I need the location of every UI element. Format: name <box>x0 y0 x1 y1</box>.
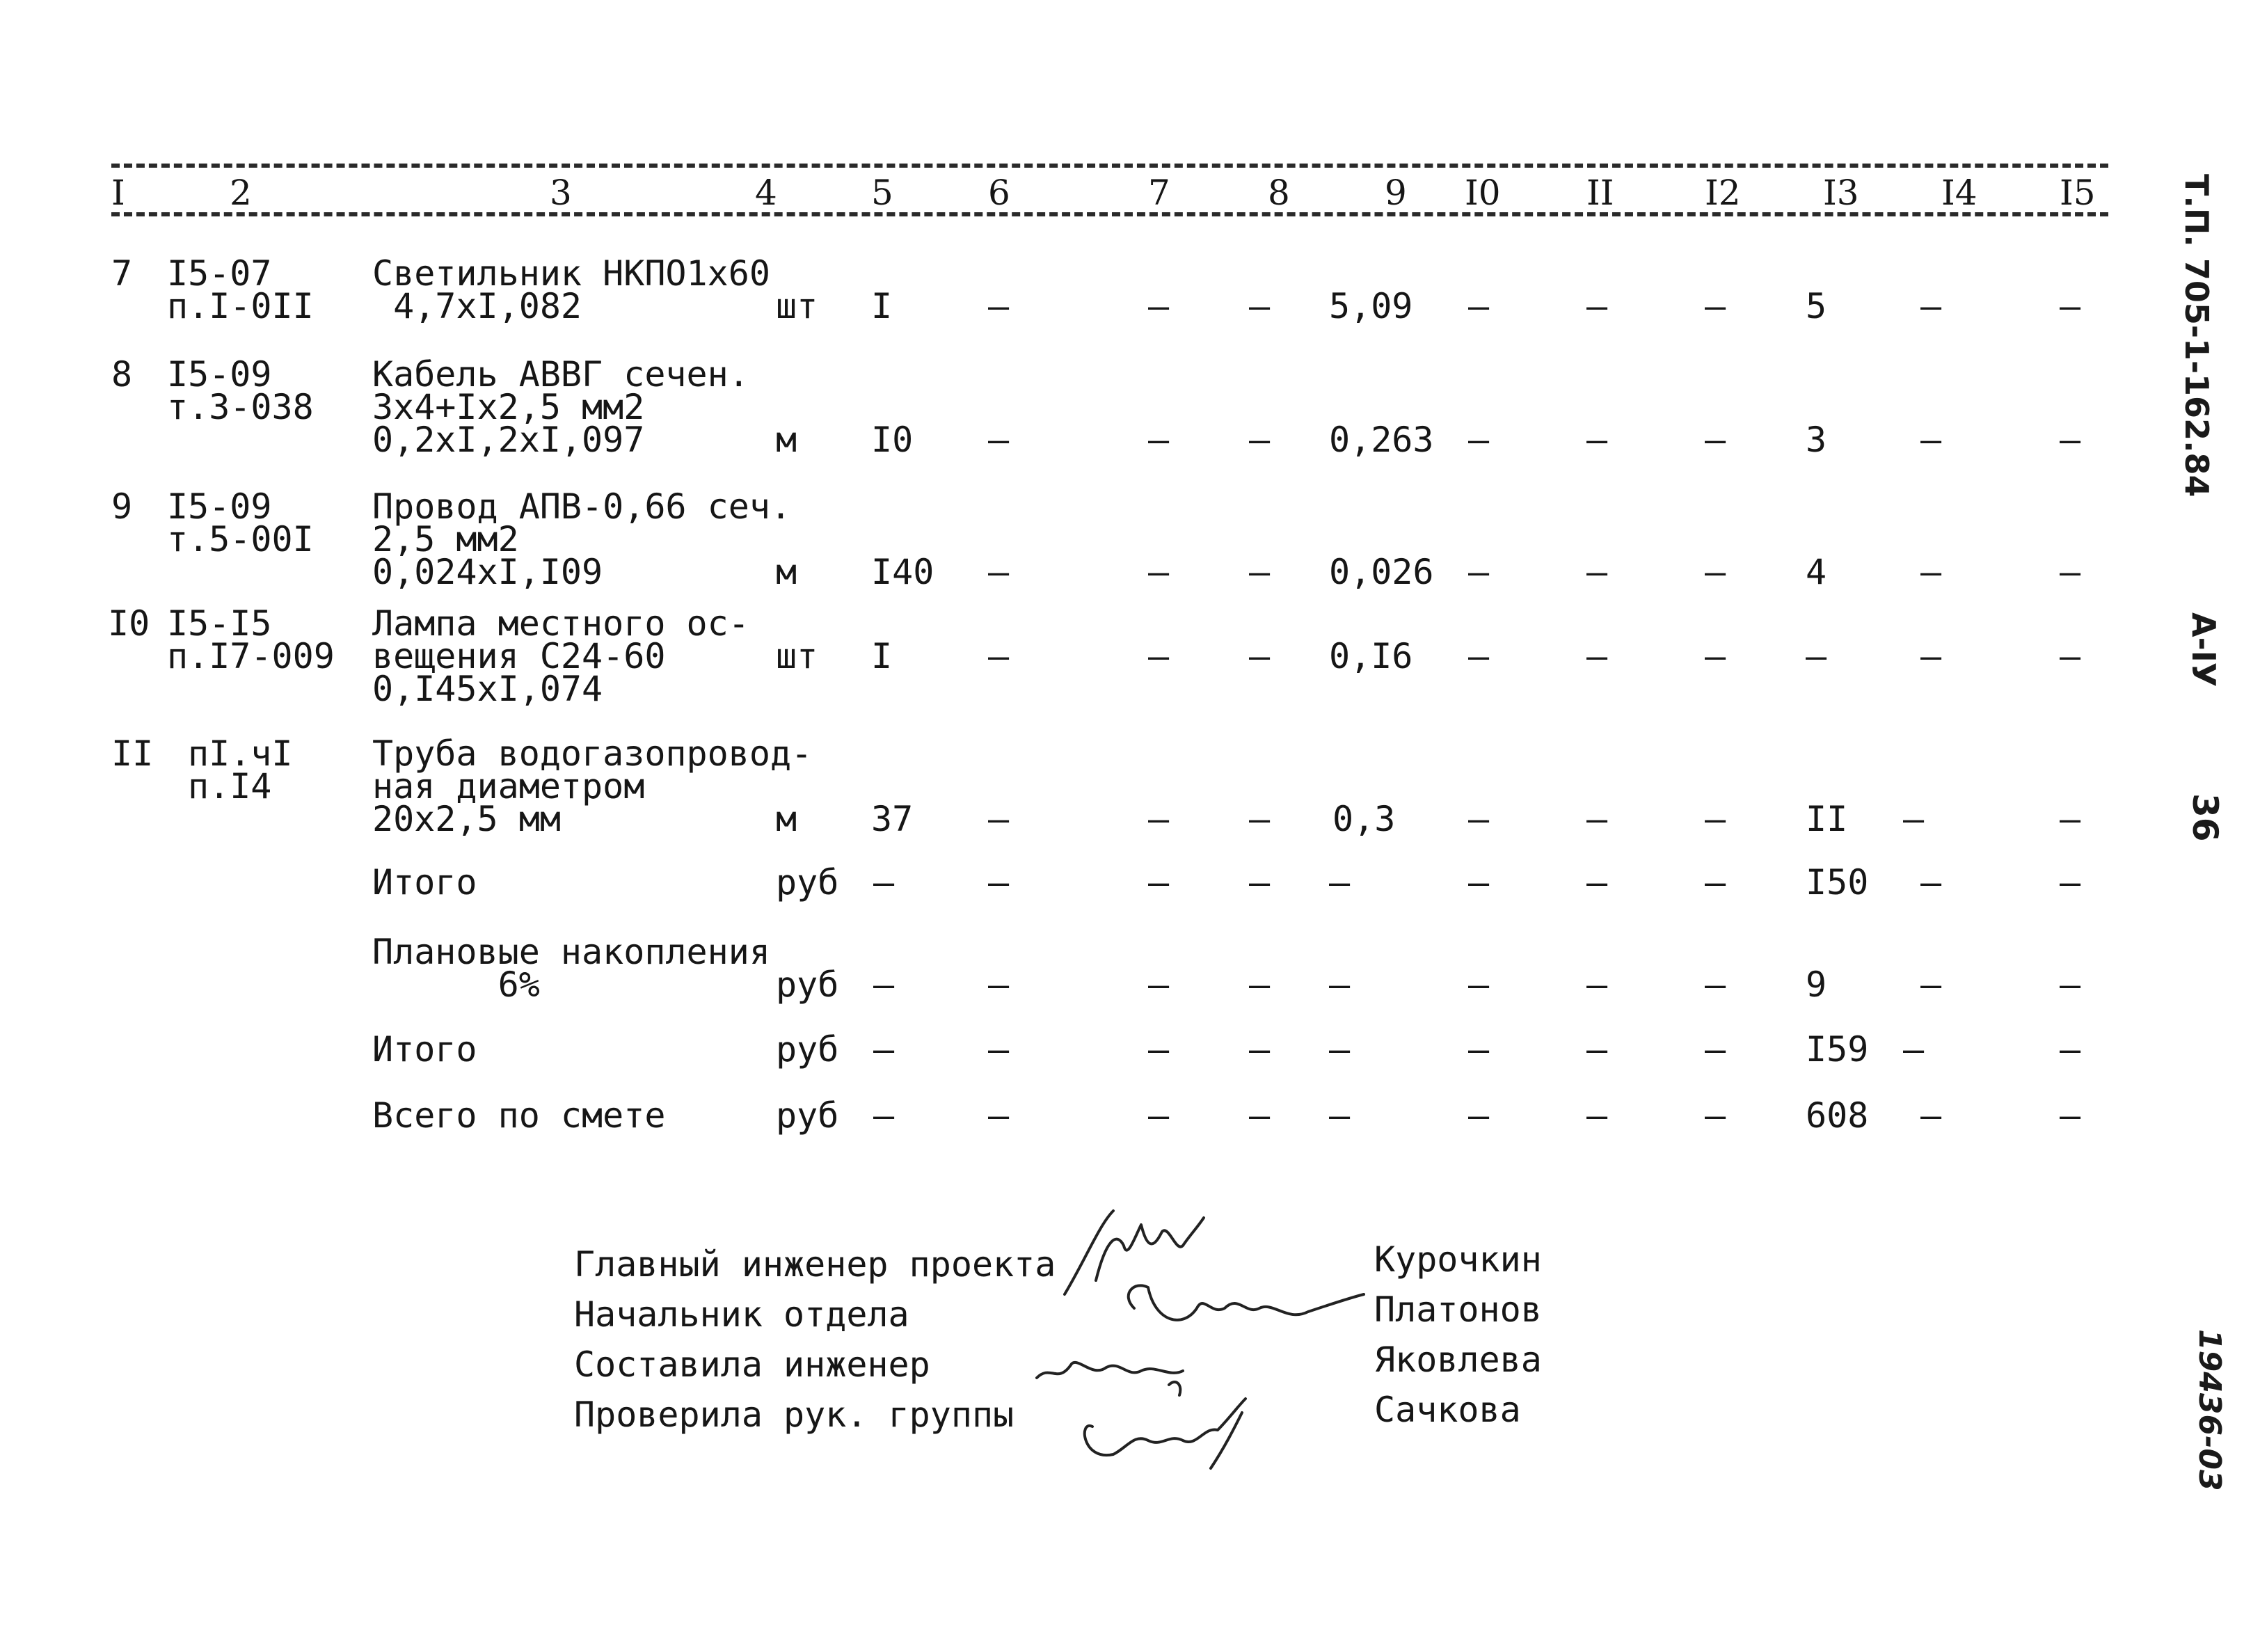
col6-value: – <box>988 1095 1010 1136</box>
unit: м <box>776 552 797 592</box>
col10-value: – <box>1468 799 1490 839</box>
col10-value: – <box>1468 862 1490 903</box>
col13-value: 608 <box>1806 1095 1869 1136</box>
col-header-7: 7 <box>1148 173 1170 213</box>
col8-value: – <box>1249 1095 1271 1136</box>
col11-value: – <box>1586 286 1608 326</box>
col11-value: – <box>1586 552 1608 592</box>
item-description: Итого <box>372 1029 477 1070</box>
col-header-12: I2 <box>1705 173 1741 213</box>
col7-value: – <box>1148 420 1170 460</box>
col11-value: – <box>1586 799 1608 839</box>
row-number: 7 <box>111 253 133 294</box>
item-description: Плановые накопления 6% <box>372 932 770 1005</box>
quantity: – <box>873 1095 895 1136</box>
item-description: Кабель АВВГ сечен. 3х4+Iх2,5 мм2 0,2хI,2хI,097 <box>372 354 749 460</box>
col13-value: – <box>1806 636 1827 676</box>
col9-value: 0,3 <box>1332 799 1396 839</box>
col13-value: I59 <box>1806 1029 1869 1070</box>
col10-value: – <box>1468 636 1490 676</box>
signature-role: Проверила рук. группы <box>574 1395 1014 1435</box>
col14-value: – <box>1920 552 1942 592</box>
col15-value: – <box>2060 862 2081 903</box>
col7-value: – <box>1148 799 1170 839</box>
col12-value: – <box>1705 964 1726 1005</box>
col6-value: – <box>988 552 1010 592</box>
col12-value: – <box>1705 799 1726 839</box>
col13-value: 3 <box>1806 420 1827 460</box>
col8-value: – <box>1249 420 1271 460</box>
row-number: 9 <box>111 486 133 527</box>
col6-value: – <box>988 636 1010 676</box>
col12-value: – <box>1705 420 1726 460</box>
quantity: I40 <box>871 552 934 592</box>
col7-value: – <box>1148 964 1170 1005</box>
col9-value: 5,09 <box>1329 286 1413 326</box>
top-rule <box>111 164 2108 168</box>
col15-value: – <box>2060 799 2081 839</box>
col9-value: 0,263 <box>1329 420 1434 460</box>
col7-value: – <box>1148 1029 1170 1070</box>
col11-value: – <box>1586 1095 1608 1136</box>
col12-value: – <box>1705 286 1726 326</box>
item-description: Итого <box>372 862 477 903</box>
col7-value: – <box>1148 1095 1170 1136</box>
signature-scribble-engineer <box>1030 1336 1211 1399</box>
col13-value: II <box>1806 799 1848 839</box>
col-header-8: 8 <box>1268 173 1290 213</box>
col6-value: – <box>988 420 1010 460</box>
col15-value: – <box>2060 636 2081 676</box>
quantity: 37 <box>871 799 914 839</box>
quantity: I <box>871 286 893 326</box>
col7-value: – <box>1148 552 1170 592</box>
unit: м <box>776 799 797 839</box>
quantity: I <box>871 636 893 676</box>
col-header-4: 4 <box>755 173 777 213</box>
col8-value: – <box>1249 286 1271 326</box>
unit: шт <box>776 286 818 326</box>
col12-value: – <box>1705 636 1726 676</box>
col15-value: – <box>2060 964 2081 1005</box>
col15-value: – <box>2060 286 2081 326</box>
unit: шт <box>776 636 818 676</box>
col15-value: – <box>2060 552 2081 592</box>
col-header-2: 2 <box>230 173 252 213</box>
inventory-number-stamp: 19436-03 <box>2192 1329 2227 1491</box>
col7-value: – <box>1148 862 1170 903</box>
norm-reference: I5-09 т.3-038 <box>167 354 314 427</box>
col13-value: 5 <box>1806 286 1827 326</box>
col-header-5: 5 <box>871 173 893 213</box>
item-description: Всего по смете <box>372 1095 666 1136</box>
col9-value: – <box>1329 1029 1351 1070</box>
header-rule <box>111 212 2108 216</box>
col10-value: – <box>1468 964 1490 1005</box>
col6-value: – <box>988 862 1010 903</box>
col14-value: – <box>1920 420 1942 460</box>
col8-value: – <box>1249 552 1271 592</box>
col14-value: – <box>1920 1095 1942 1136</box>
col9-value: 0,I6 <box>1329 636 1413 676</box>
item-description: Провод АПВ-0,66 сеч. 2,5 мм2 0,024хI,I09 <box>372 486 792 592</box>
item-description: Светильник НКПО1х60 4,7хI,082 <box>372 253 770 326</box>
row-number: 8 <box>111 354 133 395</box>
col8-value: – <box>1249 862 1271 903</box>
col13-value: 4 <box>1806 552 1827 592</box>
col10-value: – <box>1468 1029 1490 1070</box>
norm-reference: пI.чI п.I4 <box>188 733 293 807</box>
col6-value: – <box>988 286 1010 326</box>
col9-value: – <box>1329 1095 1351 1136</box>
col-header-9: 9 <box>1385 173 1407 213</box>
col14-value: – <box>1903 1029 1925 1070</box>
col8-value: – <box>1249 964 1271 1005</box>
quantity: I0 <box>871 420 914 460</box>
col10-value: – <box>1468 552 1490 592</box>
col12-value: – <box>1705 1029 1726 1070</box>
col12-value: – <box>1705 1095 1726 1136</box>
col-header-3: 3 <box>550 173 572 213</box>
signature-name: Платонов <box>1374 1289 1542 1330</box>
col-header-6: 6 <box>988 173 1010 213</box>
col12-value: – <box>1705 552 1726 592</box>
unit: руб <box>776 862 839 903</box>
row-number: I0 <box>108 603 150 644</box>
col8-value: – <box>1249 636 1271 676</box>
signature-name: Сачкова <box>1374 1390 1521 1430</box>
col13-value: I50 <box>1806 862 1869 903</box>
col14-value: – <box>1903 799 1925 839</box>
row-number: II <box>111 733 154 774</box>
col6-value: – <box>988 799 1010 839</box>
col11-value: – <box>1586 964 1608 1005</box>
col15-value: – <box>2060 420 2081 460</box>
album-stamp: А-IУ <box>2185 612 2222 688</box>
signature-role: Главный инженер проекта <box>574 1244 1056 1285</box>
col11-value: – <box>1586 1029 1608 1070</box>
signature-name: Яковлева <box>1374 1340 1542 1380</box>
col9-value: – <box>1329 862 1351 903</box>
norm-reference: I5-09 т.5-00I <box>167 486 314 559</box>
col14-value: – <box>1920 286 1942 326</box>
norm-reference: I5-I5 п.I7-009 <box>167 603 335 676</box>
signature-scribble-group-lead <box>1072 1392 1266 1475</box>
col12-value: – <box>1705 862 1726 903</box>
col-header-13: I3 <box>1823 173 1859 213</box>
col8-value: – <box>1249 1029 1271 1070</box>
quantity: – <box>873 964 895 1005</box>
signature-role: Начальник отдела <box>574 1294 909 1335</box>
unit: руб <box>776 1095 839 1136</box>
unit: руб <box>776 1029 839 1070</box>
col10-value: – <box>1468 420 1490 460</box>
quantity: – <box>873 862 895 903</box>
col11-value: – <box>1586 862 1608 903</box>
norm-reference: I5-07 п.I-0II <box>167 253 314 326</box>
unit: м <box>776 420 797 460</box>
col6-value: – <box>988 1029 1010 1070</box>
col7-value: – <box>1148 286 1170 326</box>
col15-value: – <box>2060 1095 2081 1136</box>
col13-value: 9 <box>1806 964 1827 1005</box>
col-header-10: I0 <box>1465 173 1501 213</box>
col14-value: – <box>1920 862 1942 903</box>
col9-value: – <box>1329 964 1351 1005</box>
col6-value: – <box>988 964 1010 1005</box>
page-number-stamp: 36 <box>2185 793 2225 842</box>
col9-value: 0,026 <box>1329 552 1434 592</box>
col7-value: – <box>1148 636 1170 676</box>
col14-value: – <box>1920 636 1942 676</box>
col-header-14: I4 <box>1941 173 1977 213</box>
col11-value: – <box>1586 420 1608 460</box>
col10-value: – <box>1468 1095 1490 1136</box>
col11-value: – <box>1586 636 1608 676</box>
col8-value: – <box>1249 799 1271 839</box>
signature-scribble-department-head <box>1106 1266 1371 1343</box>
col14-value: – <box>1920 964 1942 1005</box>
signature-role: Составила инженер <box>574 1344 930 1385</box>
doc-code-stamp: Т.П. 705-1-162.84 <box>2178 174 2215 498</box>
col-header-15: I5 <box>2060 173 2096 213</box>
col10-value: – <box>1468 286 1490 326</box>
item-description: Лампа местного ос- вещения С24-60 0,I45хI,074 <box>372 603 749 709</box>
col15-value: – <box>2060 1029 2081 1070</box>
unit: руб <box>776 964 839 1005</box>
quantity: – <box>873 1029 895 1070</box>
col-header-1: I <box>111 173 125 213</box>
col-header-11: II <box>1586 173 1614 213</box>
item-description: Труба водогазопровод- ная диаметром 20х2,5 мм <box>372 733 813 839</box>
signature-name: Курочкин <box>1374 1239 1542 1280</box>
